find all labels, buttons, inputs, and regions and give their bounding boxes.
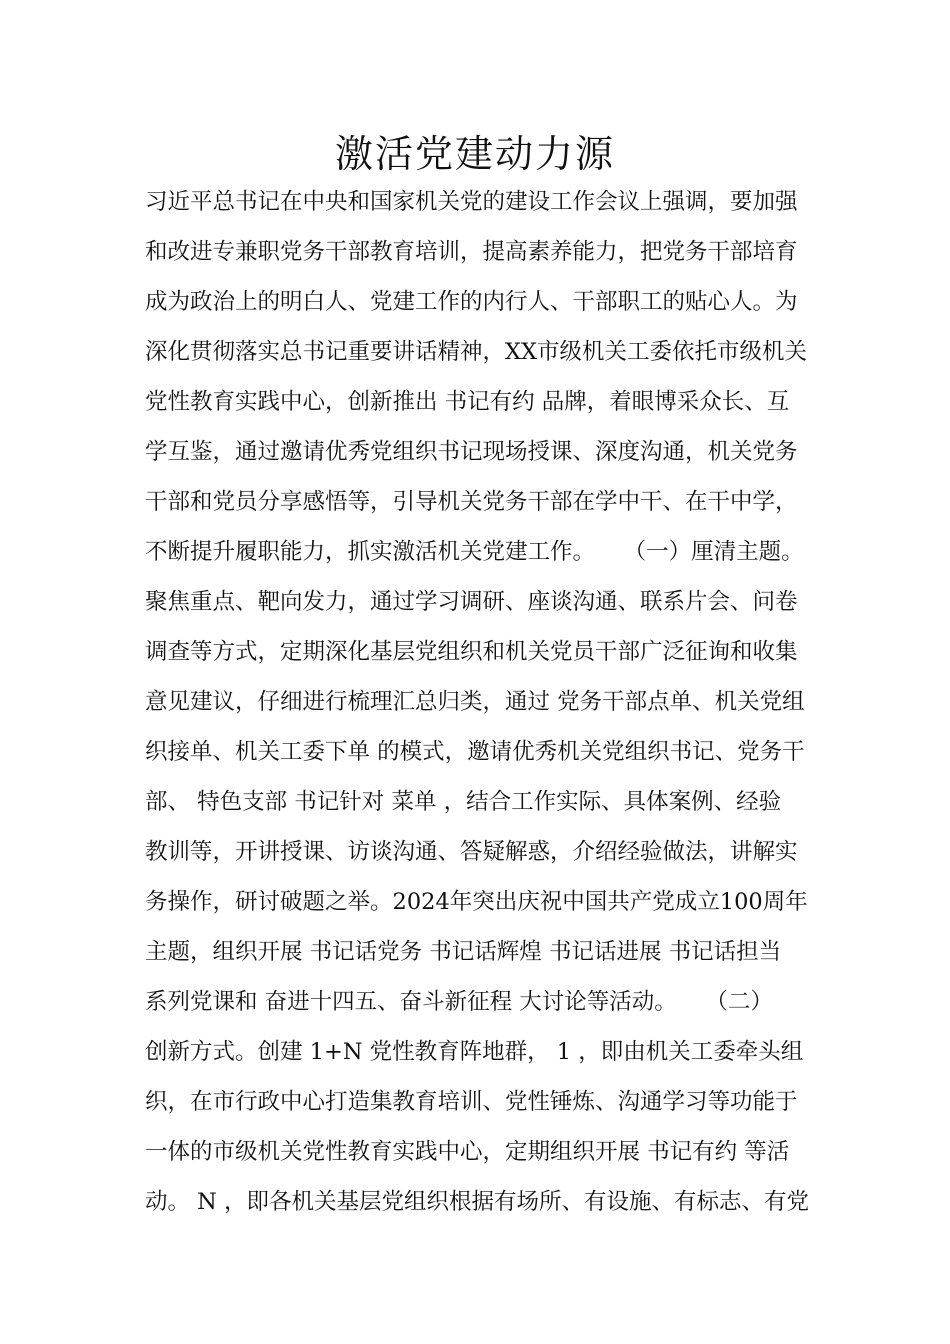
body-line: 聚焦重点、靶向发力，通过学习调研、座谈沟通、联系片会、问卷 (145, 589, 798, 615)
body-line: 教训等，开讲授课、访谈沟通、答疑解惑，介绍经验做法，讲解实 (145, 839, 798, 865)
body-line: 创新方式。创建 1+N 党性教育阵地群， 1 ，即由机关工委牵头组 (145, 1039, 804, 1065)
body-line: 学互鉴，通过邀请优秀党组织书记现场授课、深度沟通，机关党务 (145, 439, 798, 465)
body-line: 党性教育实践中心，创新推出 书记有约 品牌，着眼博采众长、互 (145, 389, 790, 415)
body-line: 系列党课和 奋进十四五、奋斗新征程 大讨论等活动。 （二） (145, 989, 773, 1015)
body-line: 干部和党员分享感悟等，引导机关党务干部在学中干、在干中学， (145, 489, 798, 515)
body-line: 务操作，研讨破题之举。2024年突出庆祝中国共产党成立100周年 (145, 889, 808, 915)
body-line: 动。 N ，即各机关基层党组织根据有场所、有设施、有标志、有党 (145, 1189, 809, 1215)
body-line: 织，在市行政中心打造集教育培训、党性锤炼、沟通学习等功能于 (145, 1089, 798, 1115)
body-line: 调查等方式，定期深化基层党组织和机关党员干部广泛征询和收集 (145, 639, 798, 665)
document-title: 激活党建动力源 (334, 132, 615, 176)
body-line: 主题，组织开展 书记话党务 书记话辉煌 书记话进展 书记话担当 (145, 939, 782, 965)
document-body (145, 177, 845, 1227)
body-line: 深化贯彻落实总书记重要讲话精神，XX市级机关工委依托市级机关 (145, 339, 808, 365)
body-line: 不断提升履职能力，抓实激活机关党建工作。 （一）厘清主题。 (145, 539, 804, 565)
body-line: 一体的市级机关党性教育实践中心，定期组织开展 书记有约 等活 (145, 1139, 790, 1165)
body-line: 织接单、机关工委下单 的模式，邀请优秀机关党组织书记、党务干 (145, 739, 805, 765)
body-line: 习近平总书记在中央和国家机关党的建设工作会议上强调，要加强 (145, 189, 798, 215)
body-line: 和改进专兼职党务干部教育培训，提高素养能力，把党务干部培育 (145, 239, 798, 265)
body-line: 成为政治上的明白人、党建工作的内行人、干部职工的贴心人。为 (145, 289, 798, 315)
body-line: 部、 特色支部 书记针对 菜单 ，结合工作实际、具体案例、经验 (145, 789, 782, 815)
body-line: 意见建议，仔细进行梳理汇总归类，通过 党务干部点单、机关党组 (145, 689, 805, 715)
